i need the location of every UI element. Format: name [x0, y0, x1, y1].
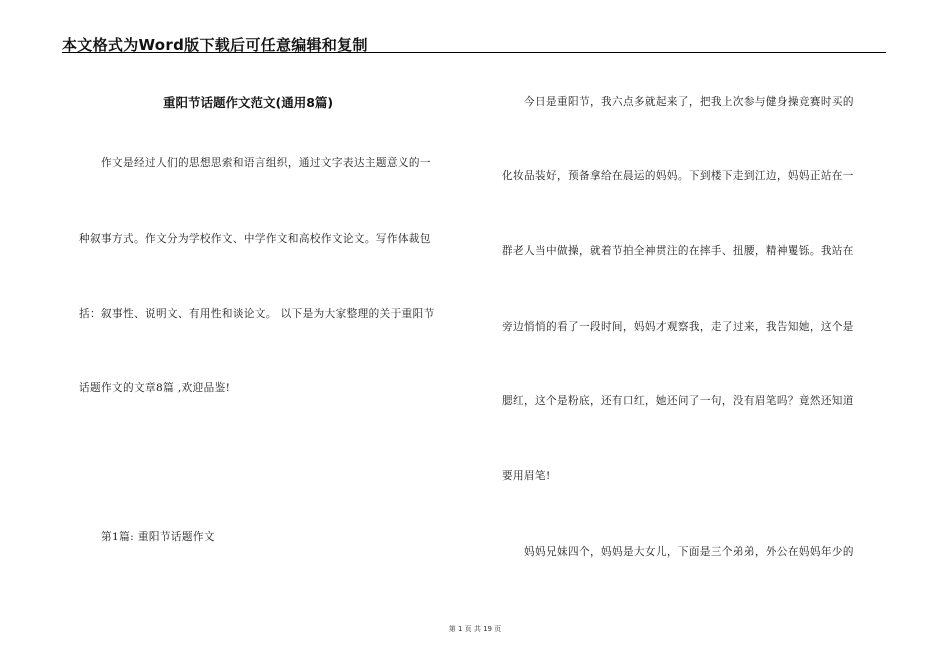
right-line-7: 妈妈兄妹四个，妈妈是大女儿，下面是三个弟弟，外公在妈妈年少的	[524, 546, 854, 558]
document-header-banner: 本文格式为Word版下载后可任意编辑和复制	[62, 36, 368, 54]
right-line-5: 腮红，这个是粉底，还有口红，她还问了一句，没有眉笔吗？竟然还知道	[502, 395, 854, 407]
right-line-2: 化妆品装好，预备拿给在晨运的妈妈。下到楼下走到江边，妈妈正站在一	[502, 170, 854, 182]
right-line-3: 群老人当中做操，就着节拍全神贯注的在摔手、扭腰，精神矍铄。我站在	[502, 245, 854, 257]
header-divider	[62, 52, 886, 53]
right-line-6: 要用眉笔!	[502, 470, 551, 482]
page-number: 第 1 页 共 19 页	[448, 625, 502, 633]
left-line-2: 种叙事方式。作文分为学校作文、中学作文和高校作文论文。写作体裁包	[79, 233, 431, 245]
left-line-4: 话题作文的文章8篇 ,欢迎品鉴!	[79, 382, 231, 394]
left-line-1: 作文是经过人们的思想思索和语言组织，通过文字表达主题意义的一	[101, 157, 431, 169]
document-title: 重阳节话题作文范文(通用8篇)	[163, 95, 334, 110]
right-line-1: 今日是重阳节，我六点多就起来了，把我上次参与健身操竞赛时买的	[524, 96, 854, 108]
section-heading: 第1篇: 重阳节话题作文	[101, 531, 215, 543]
left-line-3: 括：叙事性、说明文、有用性和谈论文。 以下是为大家整理的关于重阳节	[79, 308, 435, 320]
right-line-4: 旁边悄悄的看了一段时间，妈妈才观察我，走了过来，我告知她，这个是	[502, 321, 854, 333]
